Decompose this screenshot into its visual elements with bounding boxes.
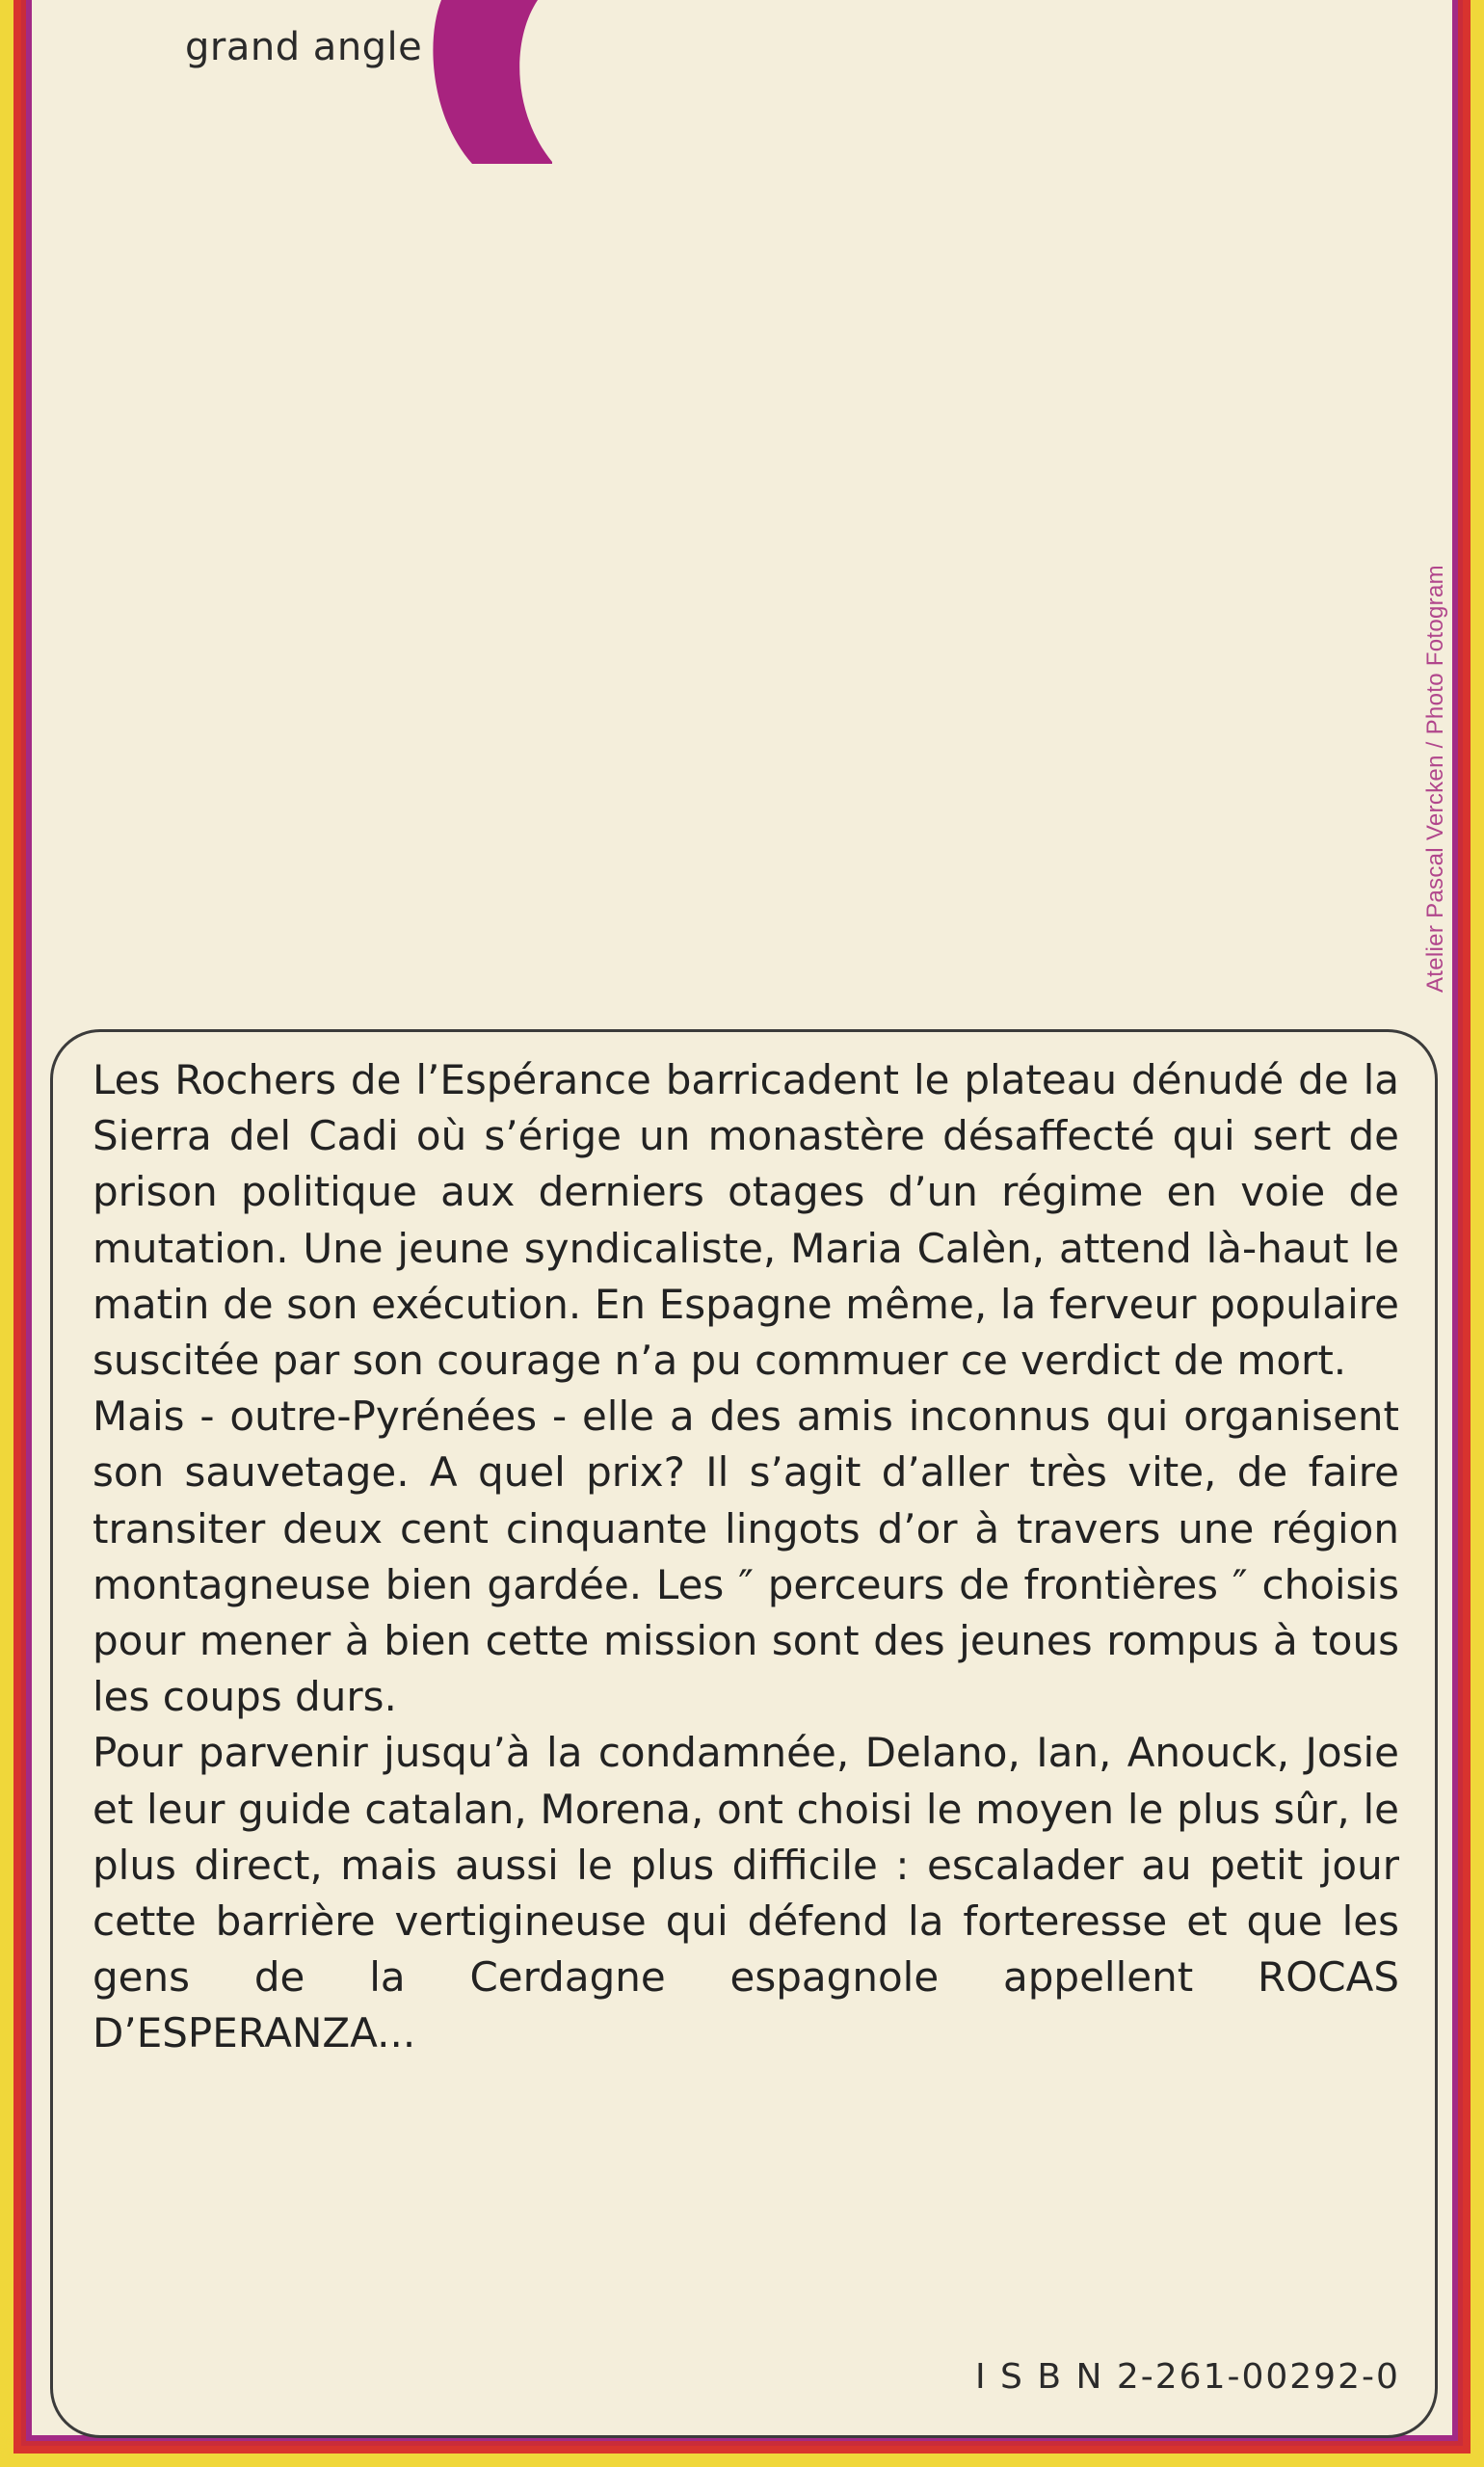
blurb-paragraph-2: Mais - outre-Pyrénées - elle a des amis inconnus qui organisent son sauvetage. A quel prix? Il s’agit d’aller très vite, de faire transiter deux cent cinquante lingots d’or à travers une région montagneuse bien gardée. Les ″ perceurs de frontières ″ choisis pour mener à bien cette mission sont des jeunes rompus à tous les coups durs. <box>93 1393 1399 1721</box>
isbn-number: I S B N 2-261-00292-0 <box>975 2357 1400 2397</box>
publisher-logo-arc <box>412 0 567 169</box>
photo-credit: Atelier Pascal Vercken / Photo Fotogram <box>1422 565 1448 993</box>
blurb-text <box>93 1052 1399 2062</box>
blurb-paragraph-1: Les Rochers de l’Espérance barricadent le plateau dénudé de la Sierra del Cadi où s’érige un monastère désaffecté qui sert de prison politique aux derniers otages d’un régime en voie de mutation. Une jeune syndicaliste, Maria Calèn, attend là-haut le matin de son exécution. En Espagne même, la ferveur populaire suscitée par son courage n’a pu commuer ce verdict de mort. <box>93 1056 1399 1385</box>
series-name: grand angle <box>185 25 423 69</box>
blurb-paragraph-3: Pour parvenir jusqu’à la condamnée, Delano, Ian, Anouck, Josie et leur guide catalan, Morena, ont choisi le moyen le plus sûr, le plus direct, mais aussi le plus difficile : escalader au petit jour cette barrière vertigineuse qui défend la forteresse et que les gens de la Cerdagne espagnole appellent ROCAS D’ESPERANZA... <box>93 1729 1399 2057</box>
